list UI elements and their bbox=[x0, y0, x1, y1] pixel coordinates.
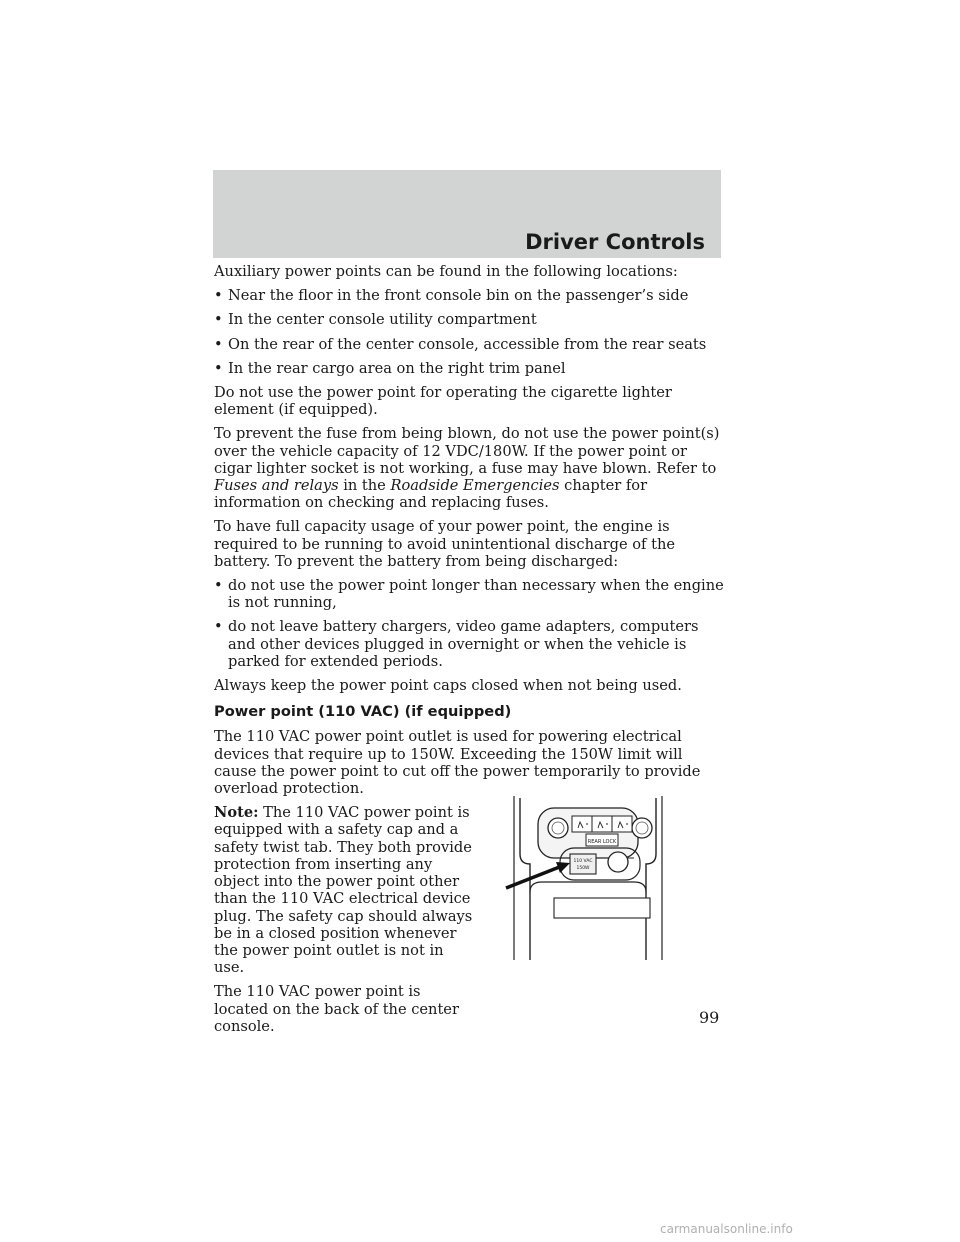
location-item: • In the rear cargo area on the right trim panel bbox=[214, 359, 566, 377]
header-band bbox=[213, 170, 721, 258]
rear-lock-label: REAR LOCK bbox=[587, 839, 617, 845]
note-label: Note: bbox=[214, 804, 259, 822]
section-title: Driver Controls bbox=[525, 230, 705, 254]
intro-paragraph: Auxiliary power points can be found in the following locations: bbox=[214, 263, 678, 280]
discharge-tip: • do not use the power point longer than necessary when the engine is not running, bbox=[214, 577, 724, 612]
caps-paragraph: Always keep the power point caps closed when not being used. bbox=[214, 677, 682, 695]
location-item: • In the center console utility compartment bbox=[214, 311, 537, 329]
location-item: • Near the floor in the front console bin on the passenger’s side bbox=[214, 287, 689, 305]
chapter-reference: Roadside Emergencies bbox=[390, 477, 560, 495]
console-illustration bbox=[490, 794, 686, 960]
outlet-label-vac: 110 VAC bbox=[573, 859, 593, 864]
seat-button-icon bbox=[592, 816, 612, 832]
section-heading: Power point (110 VAC) (if equipped) bbox=[214, 703, 512, 721]
left-knob-icon bbox=[548, 818, 568, 838]
page-number: 99 bbox=[699, 1008, 720, 1027]
outlet-paragraph: The 110 VAC power point outlet is used for powering electrical devices that require up to 150W. Exceeding the 150W limit will cause the power point to cut off the power temporarily to provide overload protection. bbox=[214, 728, 701, 798]
note-paragraph: Note: The 110 VAC power point is equipped with a safety cap and a safety twist tab. They both provide protection from inserting any object into the power point other than the 110 VAC electrical device plug. The safety cap should always be in a closed position whenever the power point outlet is not in use. bbox=[214, 804, 473, 977]
discharge-tip: • do not leave battery chargers, video game adapters, computers and other devices plugged in overnight or when the vehicle is parked for extended periods. bbox=[214, 618, 699, 670]
cigarette-warning: Do not use the power point for operating the cigarette lighter element (if equipped). bbox=[214, 384, 672, 419]
seat-button-icon bbox=[612, 816, 632, 832]
outlet-label-watt: 150W bbox=[576, 866, 590, 871]
storage-slot bbox=[554, 898, 650, 918]
power-socket-icon bbox=[608, 852, 628, 872]
location-item: • On the rear of the center console, accessible from the rear seats bbox=[214, 335, 707, 353]
right-knob-icon bbox=[632, 818, 652, 838]
capacity-paragraph: To have full capacity usage of your power point, the engine is required to be running to avoid unintentional discharge of the battery. To prevent the battery from being discharged: bbox=[214, 518, 675, 570]
seat-button-icon bbox=[572, 816, 592, 832]
fuses-reference: Fuses and relays bbox=[214, 477, 339, 495]
footer-watermark: carmanualsonline.info bbox=[660, 1222, 793, 1236]
location-paragraph: The 110 VAC power point is located on the back of the center console. bbox=[214, 983, 459, 1035]
outlet-button bbox=[570, 854, 596, 874]
fuse-paragraph: To prevent the fuse from being blown, do not use the power point(s) over the vehicle capacity of 12 VDC/180W. If the power point or cigar lighter socket is not working, a fuse may have blown. Refer to Fuses and relays in the Roadside Emergencies chapter for information on checking and replacing fuses. bbox=[214, 425, 720, 512]
